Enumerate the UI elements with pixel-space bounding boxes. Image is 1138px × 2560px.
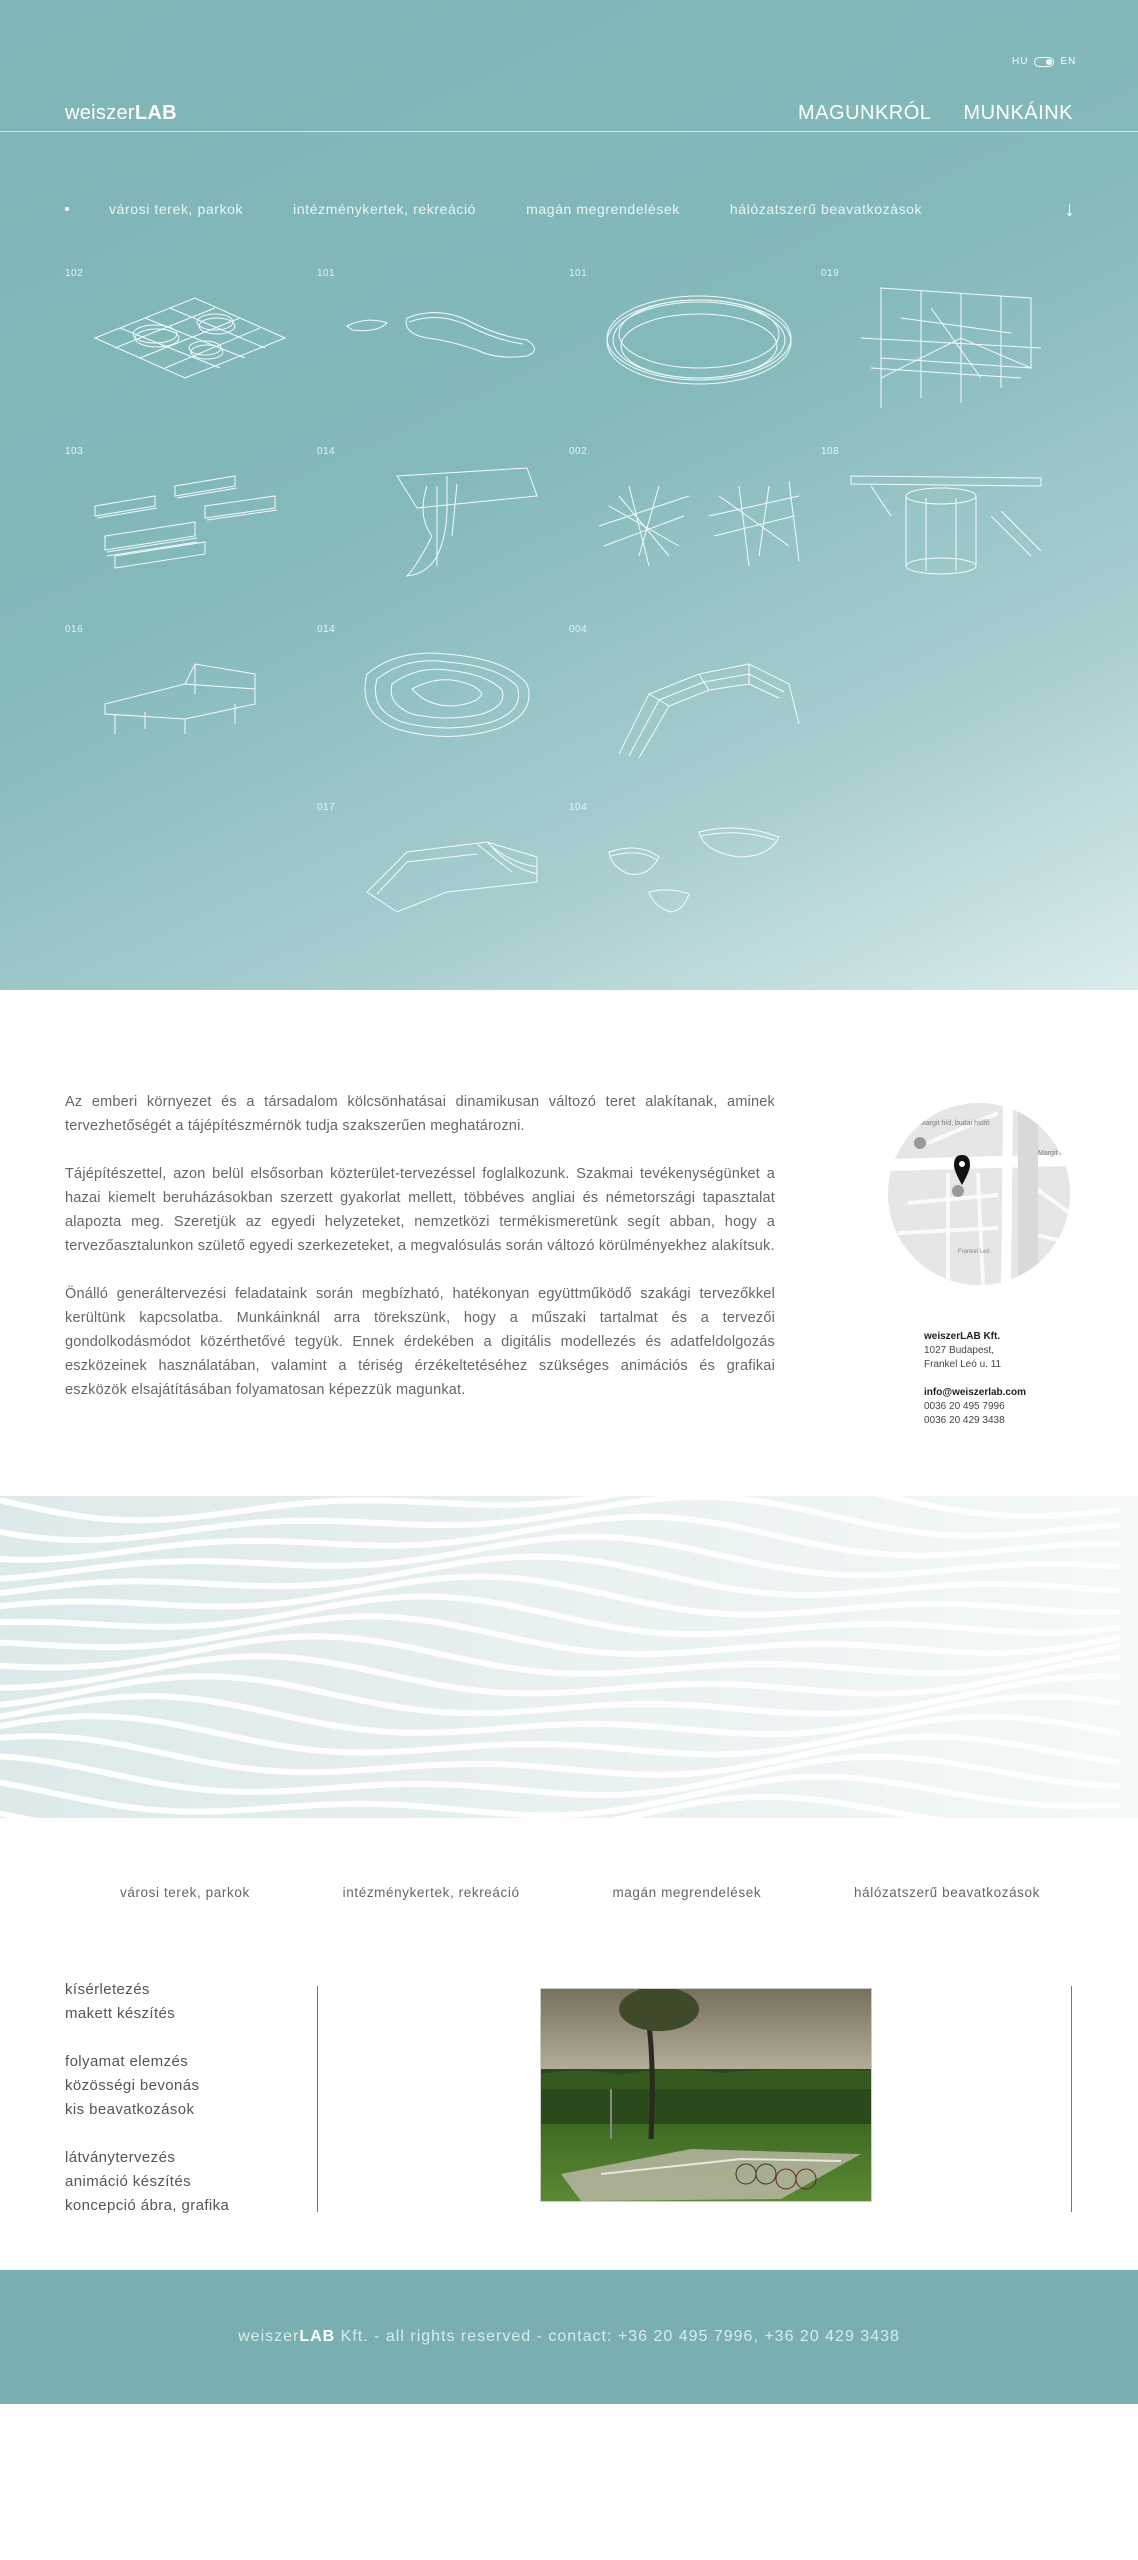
map-label: Margit k. [1038, 1150, 1065, 1157]
site-logo[interactable] [65, 102, 177, 125]
project-card[interactable] [65, 268, 317, 443]
project-number: 014 [317, 446, 336, 457]
project-card[interactable] [569, 268, 821, 443]
service-filters [120, 1885, 1040, 1900]
header-divider [0, 131, 1138, 132]
project-card[interactable] [317, 802, 569, 977]
service-filter-private[interactable]: magán megrendelések [612, 1885, 762, 1900]
footer-text [238, 2328, 900, 2346]
filter-institutional[interactable]: intézménykertek, rekreáció [293, 201, 477, 217]
phone-number[interactable]: 0036 20 429 3438 [924, 1415, 1005, 1426]
lake-model-icon [337, 278, 557, 418]
company-name: weiszerLAB Kft. [924, 1331, 1001, 1342]
project-card[interactable] [569, 446, 821, 621]
service-group [65, 1978, 315, 2026]
project-number: 014 [317, 624, 336, 635]
service-filter-institutional[interactable]: intézménykertek, rekreáció [342, 1885, 520, 1900]
location-map[interactable] [888, 1103, 1070, 1285]
wave-lines [0, 1496, 1138, 1818]
ramp-model-icon [337, 812, 557, 952]
canopy-model-icon [337, 456, 557, 596]
bowls-model-icon [589, 812, 809, 952]
address-line: Frankel Leó u. 11 [924, 1359, 1002, 1370]
project-number: 016 [65, 624, 84, 635]
project-card[interactable] [317, 624, 569, 799]
project-number: 104 [569, 802, 588, 813]
service-list [65, 1978, 315, 2242]
about-paragraph: Tájépítészettel, azon belül elsősorban közterület-tervezéssel foglalkozunk. Szakmai tevékenységünket a hazai kiemelt beruházásokban szerzett gyakorlat mellett, többéves angliai és németországi tapasztalat alapozta meg. Szeretjük az egyedi helyzeteket, nemzetközi termékismeretünk segít abban, hogy a tervezőasztalunkon születő egyedi szerkezeteket, a megvalósulás során változó körülményekhez alakítsuk. [65, 1166, 775, 1254]
language-switch[interactable] [1012, 56, 1076, 67]
service-item[interactable]: közösségi bevonás [65, 2077, 200, 2094]
logo-bold: LAB [134, 102, 177, 124]
about-paragraph: Az emberi környezet és a társadalom kölcsönhatásai dinamikusan változó teret alakítanak, aminek tervezhetőségét a tájépítészmérnök tudja szakszerűen meghatározni. [65, 1094, 775, 1134]
project-card[interactable] [821, 446, 1073, 621]
about-section [65, 1090, 775, 1426]
hero-section [0, 0, 1138, 990]
service-filter-urban[interactable]: városi terek, parkok [120, 1885, 250, 1900]
service-item[interactable]: folyamat elemzés [65, 2053, 189, 2070]
project-number: 101 [569, 268, 588, 279]
filter-private[interactable]: magán megrendelések [526, 201, 680, 217]
nav-about[interactable]: MAGUNKRÓL [798, 102, 932, 124]
footer-logo-light: weiszer [238, 2328, 300, 2345]
lang-toggle[interactable] [1034, 57, 1054, 67]
terrain-model-icon [337, 634, 557, 774]
service-photo [540, 1988, 872, 2202]
contact-block [924, 1330, 1026, 1428]
project-card[interactable] [569, 802, 821, 977]
map-label: Frankel Leó [958, 1249, 990, 1255]
lang-hu[interactable]: HU [1012, 56, 1029, 67]
service-item[interactable]: koncepció ábra, grafika [65, 2197, 230, 2214]
map-label: Margit híd, budai hídfő [920, 1120, 990, 1127]
ring-model-icon [589, 278, 809, 418]
divider-left [317, 1986, 318, 2212]
project-number: 108 [821, 446, 840, 457]
wave-decoration [0, 1496, 1138, 1818]
project-number: 002 [569, 446, 588, 457]
project-card[interactable] [65, 624, 317, 799]
site-footer [0, 2270, 1138, 2404]
project-number: 019 [821, 268, 840, 279]
ribbon-model-icon [589, 634, 809, 774]
logo-light: weiszer [65, 102, 135, 124]
nav-works[interactable]: MUNKÁINK [963, 102, 1073, 124]
filter-urban[interactable]: városi terek, parkok [109, 201, 244, 217]
service-item[interactable]: látványtervezés [65, 2149, 176, 2166]
frame-model-icon [841, 278, 1061, 418]
main-nav [798, 102, 1073, 125]
arrow-down-icon[interactable]: ↓ [1064, 196, 1075, 221]
footer-logo-bold: LAB [299, 2328, 336, 2345]
service-filter-network[interactable]: hálózatszerű beavatkozások [854, 1885, 1040, 1900]
project-card[interactable] [317, 446, 569, 621]
benches-model-icon [85, 456, 305, 596]
project-grid [65, 268, 1075, 968]
about-paragraph: Önálló generáltervezési feladataink során megbízható, hatékonyan együttműködő szakági tervezőkkel kerültünk kapcsolatba. Munkáinknál arra törekszünk, hogy a műszaki tartalmat és a tervezői gondolkodásmódot közérthetővé tegyük. Ennek érdekében a digitális modellezés és adatfeldolgozás eszközeinek használatában, valamint a tériség érzékeltetéséhez szükséges animációs és grafikai eszközök elsajátításában folyamatosan képezzük magunkat. [65, 1286, 775, 1398]
service-group [65, 2146, 315, 2218]
service-item[interactable]: makett készítés [65, 2005, 176, 2022]
cylinder-model-icon [841, 456, 1061, 596]
project-number: 102 [65, 268, 84, 279]
project-number: 017 [317, 802, 336, 813]
project-number: 004 [569, 624, 588, 635]
project-number: 101 [317, 268, 336, 279]
lang-en[interactable]: EN [1060, 56, 1077, 67]
filter-dot-icon [65, 207, 69, 211]
project-card[interactable] [317, 268, 569, 443]
sticks-model-icon [589, 456, 809, 596]
divider-right [1071, 1986, 1072, 2212]
plaza-model-icon [85, 278, 305, 418]
filter-network[interactable]: hálózatszerű beavatkozások [729, 201, 923, 217]
service-group [65, 2050, 315, 2122]
project-card[interactable] [569, 624, 821, 799]
address-line: 1027 Budapest, [924, 1345, 995, 1356]
service-item[interactable]: animáció készítés [65, 2173, 192, 2190]
project-number: 103 [65, 446, 84, 457]
platform-model-icon [85, 634, 305, 774]
project-filters [65, 198, 1075, 220]
phone-number[interactable]: 0036 20 495 7996 [924, 1401, 1005, 1412]
project-card[interactable] [65, 446, 317, 621]
service-item[interactable]: kis beavatkozások [65, 2101, 195, 2118]
project-card[interactable] [821, 268, 1073, 443]
footer-copyright: Kft. - all rights reserved - contact: +36 20 495 7996, +36 20 429 3438 [335, 2328, 900, 2345]
email-link[interactable]: info@weiszerlab.com [924, 1387, 1026, 1398]
service-item[interactable]: kísérletezés [65, 1981, 150, 1998]
